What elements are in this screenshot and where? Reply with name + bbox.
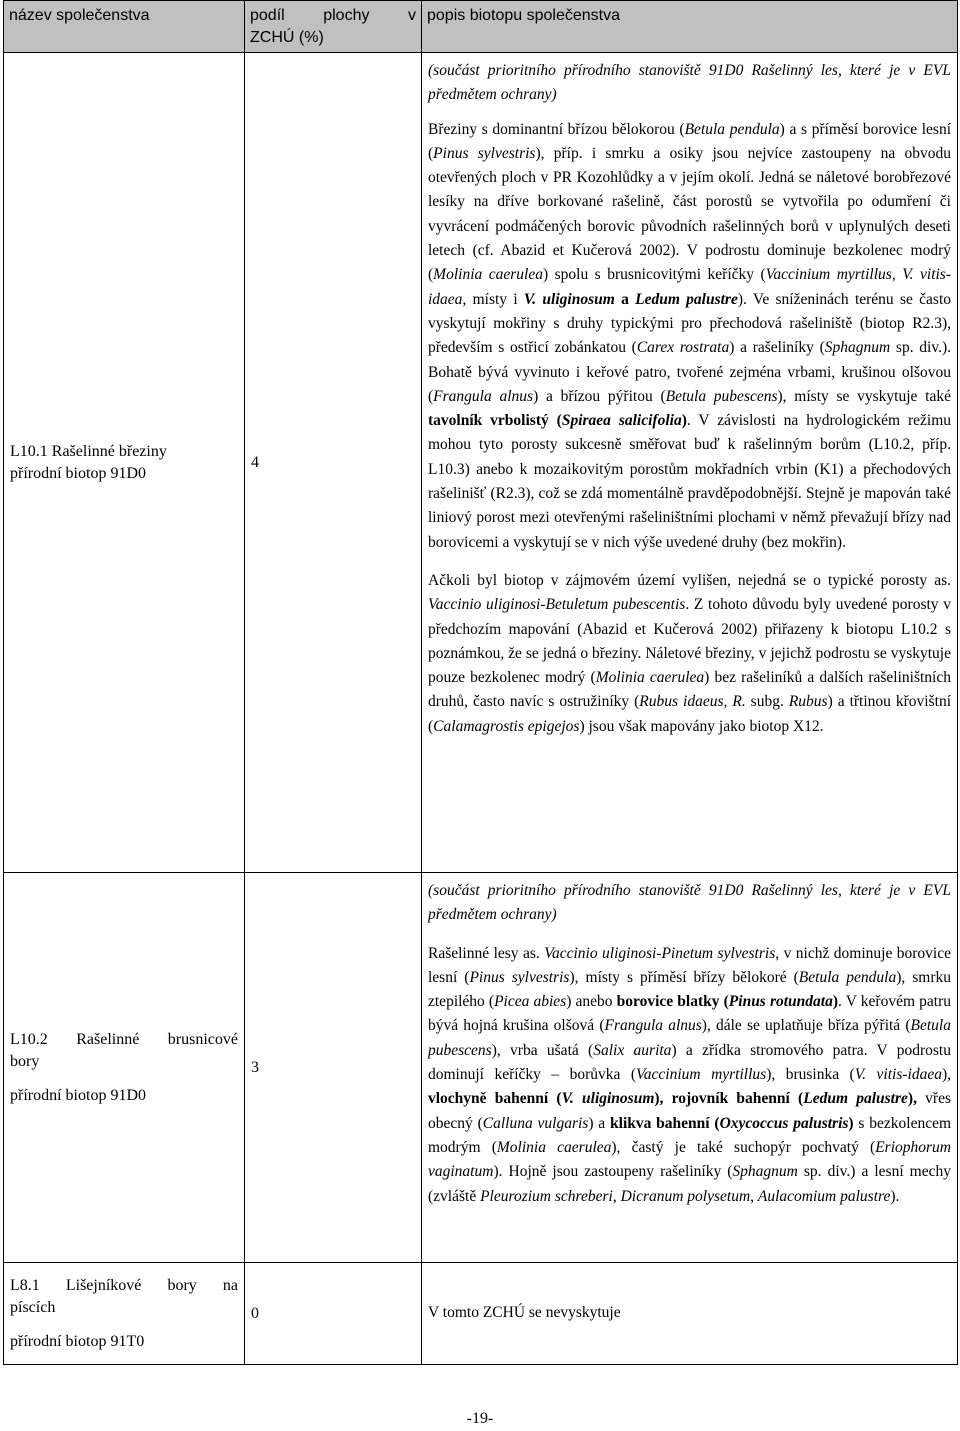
header-community-name: název společenstva xyxy=(4,1,245,53)
header-area-share xyxy=(245,1,422,53)
header-row xyxy=(4,1,958,53)
natural-biotope-code: přírodní biotop 91D0 xyxy=(10,1086,146,1104)
table-row xyxy=(4,53,958,873)
table-row xyxy=(4,1263,958,1365)
table-row xyxy=(4,873,958,1263)
community-name: L8.1 Lišejníkové bory na xyxy=(10,1276,238,1294)
description-paragraph: Rašelinné lesy as. Vaccinio uliginosi-Pinetum sylvestris, v nichž dominuje borovice lesní (Pinus sylvestris), místy s příměsí břízy bělokoré (Betula pendula), smrku ztepilého (Picea abies) anebo borovice blatky (Pinus rotundata). V keřovém patru bývá hojná krušina olšová (Frangula alnus), dále se uplatňuje bříza pýřitá (Betula pubescens), vrba ušatá (Salix aurita) a zřídka stromového patra. V podrostu dominují keříčky – borůvka (Vaccinium myrtillus), brusinka (V. vitis-idaea), vlochyně bahenní (V. uliginosum), rojovník bahenní (Ledum palustre), vřes obecný (Calluna vulgaris) a klikva bahenní (Oxycoccus palustris) s bezkolencem modrým (Molinia caerulea), častý je také suchopýr pochvatý (Eriophorum vaginatum). Hojně jsou zastoupeny rašeliníky (Sphagnum sp. div.) a lesní mechy (zvláště Pleurozium schreberi, Dicranum polysetum, Aulacomium palustre). xyxy=(428,944,952,1205)
natural-biotope-code: přírodní biotop 91T0 xyxy=(10,1332,145,1350)
area-share: 0 xyxy=(245,1263,422,1365)
page-number: -19- xyxy=(466,1410,494,1427)
header-area-share-line1: podíl plochy v xyxy=(250,7,416,24)
natural-biotope-code: přírodní biotop 91D0 xyxy=(10,464,146,482)
area-share: 4 xyxy=(245,53,422,873)
biotope-table xyxy=(3,0,958,1365)
priority-habitat-note: (součást prioritního přírodního stanoviště 91D0 Rašelinný les, které je v EVL předmětem ochrany) xyxy=(428,882,951,924)
priority-habitat-note: (součást prioritního přírodního stanoviště 91D0 Rašelinný les, které je v EVL předmětem ochrany) xyxy=(428,62,951,104)
area-share: 3 xyxy=(245,873,422,1263)
description-paragraph: Ačkoli byl biotop v zájmovém území vylišen, nejedná se o typické porosty as. Vaccinio uliginosi-Betuletum pubescentis. Z tohoto důvodu byly uvedené porosty v předchozím mapování (Abazid et Kučerová 2002) přiřazeny k biotopu L10.2 s poznámkou, že se jedná o březiny. Náletové březiny, v jejichž podrostu se vyskytuje pouze bezkolenec modrý (Molinia caerulea) bez rašeliníků a dalších rašeliništních druhů, často navíc s ostružiníky (Rubus idaeus, R. subg. Rubus) a třtinou křovištní (Calamagrostis epigejos) jsou však mapovány jako biotop X12. xyxy=(428,571,952,735)
header-biotope-description: popis biotopu společenstva xyxy=(422,1,958,53)
biotope-description xyxy=(422,873,958,1263)
community-name: L10.1 Rašelinné březiny xyxy=(10,442,167,460)
community-name-cell xyxy=(4,1263,245,1365)
biotope-description: V tomto ZCHÚ se nevyskytuje xyxy=(422,1263,958,1365)
community-name-continued: bory xyxy=(10,1052,40,1070)
community-name-cell xyxy=(4,53,245,873)
community-name-cell xyxy=(4,873,245,1263)
description-paragraph: Březiny s dominantní břízou bělokorou (Betula pendula) a s příměsí borovice lesní (Pinus sylvestris), příp. i smrku a osiky jsou nejvíce zastoupeny na obvodu otevřených ploch v PR Kozohlůdky a v jejím okolí. Jedná se náletové borobřezové lesíky na dříve borkované rašelině, část porostů se vytvořila po odumření či vyvrácení podmáčených borovic původních rašelinných borů v uplynulých deseti letech (cf. Abazid et Kučerová 2002). V podrostu dominuje bezkolenec modrý (Molinia caerulea) spolu s brusnicovitými keříčky (Vaccinium myrtillus, V. vitis-idaea, místy i V. uliginosum a Ledum palustre). Ve sníženinách terénu se často vyskytují mokřiny s druhy typickými pro přechodová rašeliniště (biotop R2.3), především s ostřicí zobánkatou (Carex rostrata) a rašeliníky (Sphagnum sp. div.). Bohatě bývá vyvinuto i keřové patro, tvořené zejména vrbami, krušinou olšovou (Frangula alnus) a břízou pýřitou (Betula pubescens), místy se vyskytuje také tavolník vrbolistý (Spiraea salicifolia). V závislosti na hydrologickém režimu mohou tyto porosty sukcesně směřovat buď k rašelinným borům (L10.2, příp. L10.3) anebo k mozaikovitým porostům mokřadních vrbin (K1) a přechodových rašelinišť (R2.3), což se zdá momentálně pravděpodobnější. Stejně je mapován také liniový porost mezi otevřenými rašeliništními plochami v němž převažují břízy nad borovicemi a vyskytují se v nich výše uvedené druhy (bez mokřin). xyxy=(428,120,952,551)
community-name: L10.2 Rašelinné brusnicové xyxy=(10,1030,238,1048)
community-name-continued: píscích xyxy=(10,1298,56,1316)
biotope-description xyxy=(422,53,958,873)
header-area-share-line2: ZCHÚ (%) xyxy=(250,29,324,46)
